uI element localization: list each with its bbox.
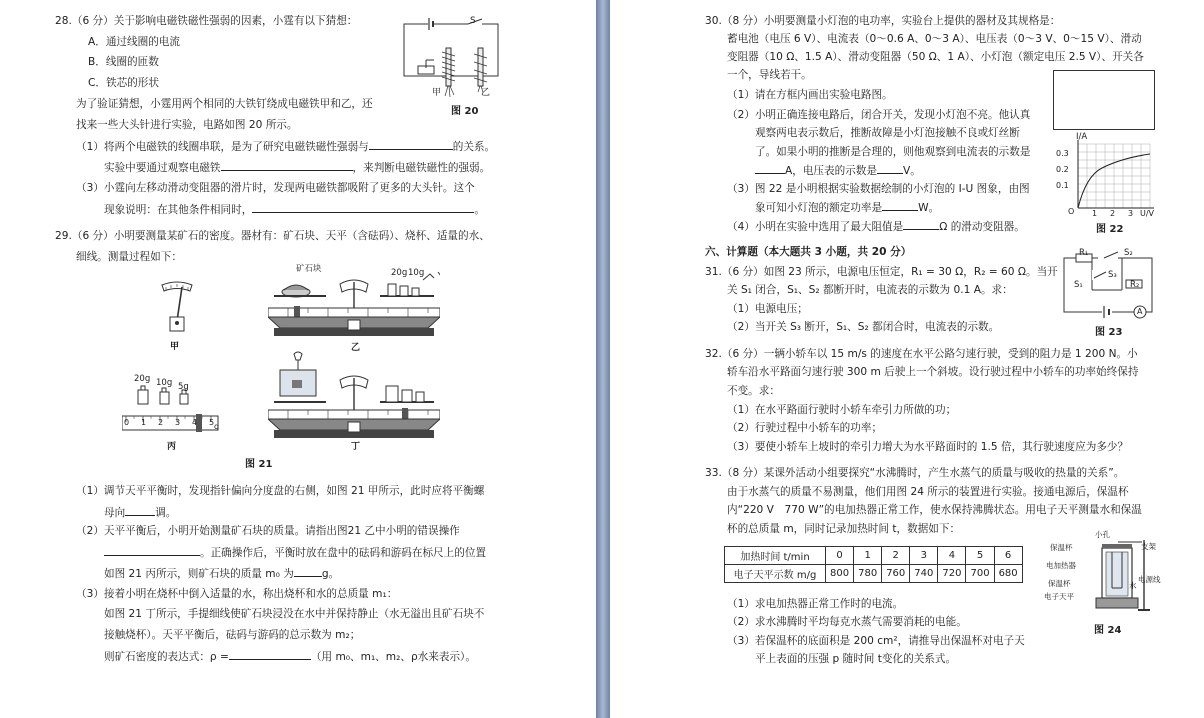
q28-part1 — [76, 139, 495, 154]
q33-part2: （2）求水沸腾时平均每克水蒸气需要消耗的电能。 — [727, 616, 967, 628]
q32-line2: 轿车沿水平路面匀速行驶 300 m 后驶上一个斜坡。设行驶过程中小轿车的功率始终保持 — [727, 366, 1139, 378]
fig21-jia-label: 甲 — [170, 342, 180, 352]
table-cell: 700 — [966, 565, 994, 583]
answer-blank[interactable] — [221, 160, 353, 171]
fig24-cup2-label: 保温杯 — [1048, 579, 1071, 588]
q30-part2-line2: 观察两电表示数后，推断故障是小灯泡接触不良或灯丝断 — [755, 127, 1020, 139]
circuit-answer-box[interactable] — [1053, 70, 1155, 130]
table-cell: 780 — [854, 565, 882, 583]
fig21-ruler-tick-2: 2 — [158, 418, 164, 427]
q28-part3-tail: 。 — [474, 204, 485, 216]
q32-line3: 不变。求： — [727, 385, 780, 397]
q29-part3-line4 — [104, 649, 476, 664]
table-header-time: 加热时间 t/min — [725, 547, 826, 565]
section-6-title: 六、计算题（本大题共 3 小题，共 20 分） — [705, 246, 912, 258]
fig20-switch-label: S — [470, 16, 476, 26]
q29-stem-2: 细线。测量过程如下： — [76, 251, 182, 263]
q28-part3-line2 — [104, 202, 485, 217]
table-cell: 5 — [966, 547, 994, 565]
q28-part2-tail: ，来判断电磁铁磁性的强弱。 — [352, 162, 491, 174]
table-cell: 0 — [826, 547, 854, 565]
q30-part2-line4 — [755, 163, 921, 178]
fig24-hole-label: 小孔 — [1095, 530, 1110, 539]
q32-part2: （2）行驶过程中小轿车的功率； — [727, 422, 883, 434]
fig24-balance-label: 电子天平 — [1044, 592, 1074, 601]
q33-line2: 由于水蒸气的质量不易测量，他们用图 24 所示的装置进行实验。接通电源后，保温杯 — [727, 486, 1129, 498]
figure-21-jia-scale — [160, 281, 194, 333]
fig22-x-label: U/V — [1140, 209, 1155, 218]
table-row — [725, 547, 1023, 565]
answer-blank[interactable] — [877, 163, 903, 174]
q28-part1-tail: 的关系。 — [452, 141, 496, 153]
q28-option-c: C．铁芯的形状 — [88, 77, 159, 89]
fig23-ammeter-label: A — [1137, 307, 1143, 316]
table-header-mass: 电子天平示数 m/g — [725, 565, 826, 583]
fig21-ruler-tick-4: 4 — [192, 418, 198, 427]
fig22-y-tick-0.1: 0.1 — [1056, 181, 1069, 190]
fig21-20g-label: 20g — [391, 268, 408, 278]
table-cell: 800 — [826, 565, 854, 583]
q29-part2-tail: g。 — [321, 568, 340, 580]
page-gutter — [596, 0, 610, 718]
fig21-bing-label: 丙 — [167, 442, 177, 452]
fig22-origin: O — [1068, 207, 1075, 216]
fig21-ruler-unit: g — [214, 422, 220, 431]
q29-part1: （1）调节天平平衡时，发现指针偏向分度盘的右侧，如图 21 甲所示，此时应将平衡螺 — [76, 485, 485, 497]
q30-line4: 一个，导线若干。 — [727, 69, 812, 81]
table-cell: 4 — [938, 547, 966, 565]
q28-part2-text: 实验中要通过观察电磁铁 — [104, 162, 221, 174]
fig21-10g-label: 10g — [408, 268, 425, 278]
q31-part1: （1）电源电压； — [727, 303, 808, 315]
q29-part2-text2: 如图 21 丙所示，则矿石块的质量 m₀ 为 — [104, 568, 294, 580]
fig24-cord-label: 电源线 — [1138, 575, 1161, 584]
table-cell: 680 — [994, 565, 1022, 583]
q30-part3: （3）图 22 是小明根据实验数据绘制的小灯泡的 I-U 图象，由图 — [727, 183, 1030, 195]
answer-blank[interactable] — [294, 566, 322, 577]
answer-blank[interactable] — [252, 202, 474, 213]
fig23-r1-label: R₁ — [1079, 248, 1089, 258]
answer-blank[interactable] — [903, 219, 939, 230]
q30-part3-line2 — [755, 200, 939, 215]
table-cell: 1 — [854, 547, 882, 565]
fig20-jia-label: 甲 — [432, 88, 442, 98]
q33-line4: 杯的总质量 m，同时记录加热时间 t，数据如下： — [727, 523, 961, 535]
table-cell: 6 — [994, 547, 1022, 565]
table-cell: 2 — [882, 547, 910, 565]
fig20-caption: 图 20 — [451, 106, 479, 117]
q30-part2-line3: 了。如果小明的推断是合理的，则他观察到电流表的示数是 — [755, 146, 1031, 158]
fig24-heater-label: 电加热器 — [1046, 561, 1076, 570]
q32-part3: （3）要使小轿车上坡时的牵引力增大为水平路面时的 1.5 倍，其行驶速度应为多少？ — [727, 441, 1129, 453]
fig24-caption: 图 24 — [1094, 625, 1122, 636]
fig22-y-label: I/A — [1076, 132, 1088, 142]
q32-part1: （1）在水平路面行驶时小轿车牵引力所做的功； — [727, 404, 957, 416]
q29-part2: （2）天平平衡后，小明开始测量矿石块的质量。请指出图21 乙中小明的错误操作 — [76, 525, 460, 537]
fig21-caption: 图 21 — [245, 459, 273, 470]
figure-21-yi-balance — [268, 270, 440, 340]
q29-part1-text: 母向 — [104, 507, 126, 519]
table-cell: 740 — [910, 565, 938, 583]
q30-part1: （1）请在方框内画出实验电路图。 — [727, 89, 893, 101]
fig21-ruler-tick-5: 5 — [209, 418, 215, 427]
fig22-x-tick-2: 2 — [1110, 209, 1116, 218]
fig21-bing-20g: 20g — [134, 374, 151, 384]
q30-stem: 30.（8 分）小明要测量小灯泡的电功率，实验台上提供的器材及其规格是： — [705, 15, 1061, 27]
table-row — [725, 565, 1023, 583]
fig23-s1-label: S₁ — [1074, 280, 1083, 290]
fig21-yi-label: 乙 — [351, 343, 361, 353]
q28-option-b: B．线圈的匝数 — [88, 56, 159, 68]
q33-line1: 33.（8 分）某课外活动小组要探究“水沸腾时，产生水蒸气的质量与吸收的热量的关系”。 — [705, 467, 1125, 479]
q33-line3: 内“220 V 770 W”的电加热器正常工作，使水保持沸腾状态。用电子天平测量水和保温 — [727, 504, 1142, 516]
table-cell: 720 — [938, 565, 966, 583]
q28-part3-text: 现象说明：在其他条件相同时， — [104, 204, 253, 216]
q29-part2-text: 。正确操作后，平衡时放在盘中的砝码和游码在标尺上的位置 — [200, 547, 487, 559]
q31-line2: 关 S₁ 闭合，S₁、S₂ 都断开时，电流表的示数为 0.1 A。求： — [727, 284, 1013, 296]
q31-part2: （2）当开关 S₃ 断开，S₁、S₂ 都闭合时，电流表的示数。 — [727, 321, 1000, 333]
q28-option-a: A．通过线圈的电流 — [88, 36, 180, 48]
q29-part3-line2: 如图 21 丁所示，手提细线使矿石块浸没在水中并保持静止（水无溢出且矿石块不 — [104, 608, 485, 620]
q28-part2 — [104, 160, 490, 175]
fig22-y-tick-0.3: 0.3 — [1056, 149, 1069, 158]
fig22-y-tick-0.2: 0.2 — [1056, 165, 1069, 174]
q28-intro-1: 为了验证猜想，小霆用两个相同的大铁钉绕成电磁铁甲和乙，还 — [76, 98, 373, 110]
fig23-caption: 图 23 — [1095, 327, 1123, 338]
answer-blank[interactable] — [369, 139, 453, 150]
q33-part3: （3）若保温杯的底面积是 200 cm²，请推导出保温杯对电子天 — [727, 635, 1025, 647]
q30-part2-text: A，电压表的示数是 — [785, 165, 877, 177]
fig23-r2-label: R₂ — [1130, 280, 1140, 290]
q33-data-table — [724, 546, 1023, 583]
fig21-bing-10g: 10g — [156, 378, 173, 388]
figure-22-iu-graph — [1072, 138, 1156, 214]
q33-part3-line2: 平上表面的压强 p 随时间 t变化的关系式。 — [755, 653, 957, 665]
q30-part4-tail: Ω 的滑动变阻器。 — [939, 221, 1025, 233]
fig21-ding-label: 丁 — [351, 442, 361, 452]
right-page — [610, 0, 1204, 718]
q28-intro-2: 找来一些大头针进行实验，电路如图 20 所示。 — [76, 119, 298, 131]
fig21-bing-5g: 5g — [178, 382, 189, 392]
fig21-ore-label: 矿石块 — [296, 264, 322, 274]
q28-stem: 28.（6 分）关于影响电磁铁磁性强弱的因素，小霆有以下猜想： — [55, 15, 358, 27]
q30-part4-text: （4）小明在实验中选用了最大阻值是 — [727, 221, 904, 233]
q29-part1-tail: 调。 — [155, 507, 177, 519]
fig22-x-tick-1: 1 — [1092, 209, 1098, 218]
answer-blank[interactable] — [229, 649, 311, 660]
fig20-yi-label: 乙 — [481, 88, 491, 98]
q30-part2-tail: V。 — [903, 165, 921, 177]
q30-part4 — [727, 219, 1025, 234]
q29-part2-line3 — [104, 566, 339, 581]
fig21-ruler-tick-3: 3 — [175, 418, 181, 427]
fig21-ruler-tick-0: 0 — [124, 418, 130, 427]
figure-21-ding-balance — [268, 350, 440, 446]
fig24-stand-label: 支架 — [1141, 542, 1156, 551]
q30-part3-tail: W。 — [918, 202, 940, 214]
q29-part3-line3: 接触烧杯）。天平平衡后，砝码与游码的总示数为 m₂； — [104, 629, 361, 641]
answer-blank[interactable] — [104, 545, 200, 556]
fig23-s2-label: S₂ — [1124, 248, 1133, 258]
fig24-water-label: 水 — [1129, 581, 1137, 590]
table-cell: 760 — [882, 565, 910, 583]
fig22-caption: 图 22 — [1096, 224, 1124, 235]
q30-line2: 蓄电池（电压 6 V）、电流表（0～0.6 A、0～3 A）、电压表（0～3 V、0～15 V）、滑动 — [727, 33, 1142, 45]
q33-part1: （1）求电加热器正常工作时的电流。 — [727, 598, 904, 610]
q29-part3: （3）接着小明在烧杯中倒入适量的水，称出烧杯和水的总质量 m₁： — [76, 588, 398, 600]
fig24-cup-label: 保温杯 — [1050, 543, 1073, 552]
q30-part3-text: 象可知小灯泡的额定功率是 — [755, 202, 883, 214]
fig23-s3-label: S₃ — [1108, 270, 1117, 280]
q29-part3-text: 则矿石密度的表达式：ρ = — [104, 651, 229, 663]
left-page — [0, 0, 596, 718]
q29-part3-tail: （用 m₀、m₁、m₂、ρ水来表示）。 — [310, 651, 476, 663]
answer-blank[interactable] — [755, 163, 785, 174]
q29-part1-line2 — [104, 505, 176, 520]
q30-part2: （2）小明正确连接电路后，闭合开关，发现小灯泡不亮。他认真 — [727, 109, 1031, 121]
table-cell: 3 — [910, 547, 938, 565]
q29-stem: 29.（6 分）小明要测量某矿石的密度。器材有：矿石块、天平（含砝码）、烧杯、适量的水、 — [55, 230, 490, 242]
answer-blank[interactable] — [882, 200, 918, 211]
q28-part3: （3）小霆向左移动滑动变阻器的滑片时，发现两电磁铁都吸附了更多的大头针。这个 — [76, 182, 475, 194]
fig22-x-tick-3: 3 — [1128, 209, 1134, 218]
fig21-ruler-tick-1: 1 — [141, 418, 147, 427]
q31-line1: 31.（6 分）如图 23 所示，电源电压恒定，R₁ = 30 Ω，R₂ = 60 Ω。当开 — [705, 266, 1058, 278]
q28-part1-text: （1）将两个电磁铁的线圈串联，是为了研究电磁铁磁性强弱与 — [76, 141, 369, 153]
q29-part2-line2 — [104, 545, 486, 560]
q32-line1: 32.（6 分）一辆小轿车以 15 m/s 的速度在水平公路匀速行驶，受到的阻力是 1 200 N。小 — [705, 348, 1138, 360]
q30-line3: 变阻器（10 Ω、1.5 A）、滑动变阻器（50 Ω、1 A）、小灯泡（额定电压 2.5 V）、开关各 — [727, 51, 1144, 63]
answer-blank[interactable] — [125, 505, 155, 516]
